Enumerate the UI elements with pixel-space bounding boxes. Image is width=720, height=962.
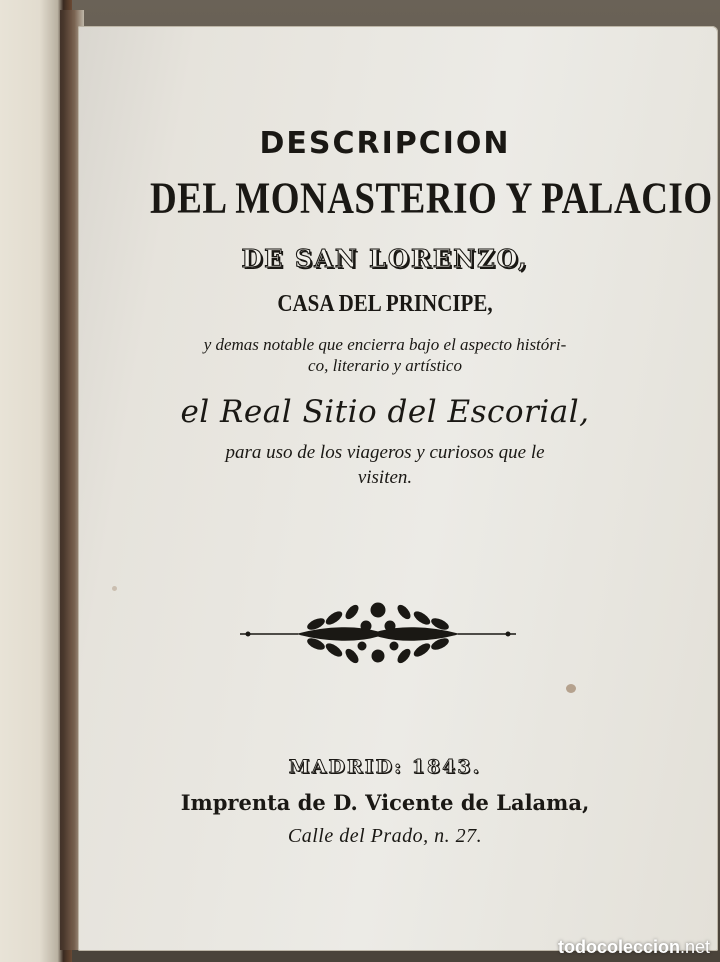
foxing-spot	[566, 684, 576, 693]
watermark-domain: .net	[679, 937, 710, 957]
title-line-casa-principe: CASA DEL PRINCIPE,	[277, 289, 493, 317]
floral-vignette-icon	[238, 596, 518, 670]
purpose-line-1: para uso de los viageros y curiosos que le	[225, 442, 545, 463]
title-line-escorial: el Real Sitio del Escorial,	[180, 394, 590, 430]
foxing-spot	[112, 586, 117, 591]
watermark-brand: todocoleccion	[557, 937, 680, 957]
watermark	[558, 937, 710, 958]
imprint-block	[150, 756, 620, 848]
subtitle-line-2: co, literario y artístico	[308, 356, 462, 375]
title-text-block	[150, 118, 713, 490]
imprint-printer: Imprenta de D. Vicente de Lalama,	[180, 790, 590, 815]
imprint-place-year: MADRID: 1843.	[288, 756, 482, 778]
title-line-descripcion: DESCRIPCION	[259, 126, 511, 161]
purpose-line-2: visiten.	[357, 467, 413, 488]
title-line-monasterio: DEL MONASTERIO Y PALACIO	[150, 173, 713, 224]
subtitle-line-1: y demas notable que encierra bajo el aspecto históri-	[203, 335, 567, 354]
title-line-san-lorenzo: DE SAN LORENZO,	[241, 244, 529, 273]
imprint-address: Calle del Prado, n. 27.	[287, 825, 483, 847]
